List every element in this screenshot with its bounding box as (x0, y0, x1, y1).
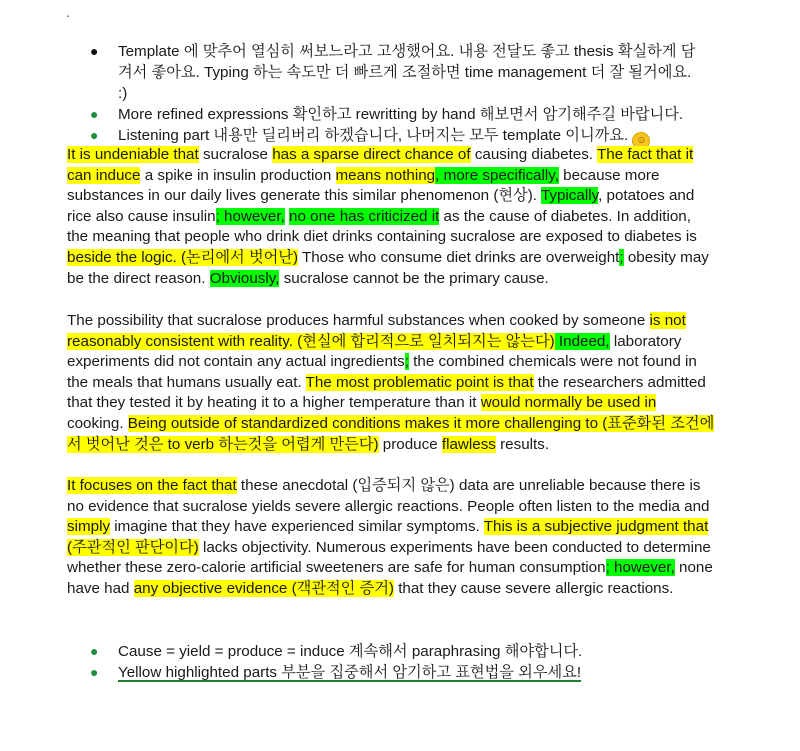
yellow-highlight: is not reasonably consistent with reality. (현실에 합리적으로 일치되지는 않는다) (67, 312, 686, 350)
text-run: The possibility that sucralose produces harmful substances when cooked by someone (67, 312, 650, 329)
text-run: sucralose cannot be the primary cause. (279, 269, 549, 287)
green-highlight: no one has criticized it (289, 207, 440, 225)
text-run: laboratory experiments did not contain any actual ingredients (67, 332, 682, 371)
green-highlight: Typically (540, 187, 599, 205)
bullet-dot: ● (90, 664, 99, 680)
list-item (0, 641, 698, 662)
text-run: lacks objectivity. Numerous experiments have been conducted to determine whether these zero-calorie artificial sweeteners are safe for human consumption (67, 538, 711, 577)
text-run: as the cause of diabetes. In addition, the meaning that people who drink diet drinks containing sucralose are exposed to diabetes is (67, 207, 697, 246)
yellow-highlight: any objective evidence (객관적인 증거) (133, 579, 394, 597)
green-highlight: Obviously, (209, 269, 280, 287)
text-run: cooking. (67, 414, 128, 432)
yellow-highlight: The fact that it can induce (67, 146, 694, 184)
text-run: a spike in insulin production (140, 166, 336, 184)
list-item-text: Template 에 맞추어 열심히 써보느라고 고생했어요. 내용 전달도 좋고 thesis 확실하게 담겨서 좋아요. Typing 하는 속도만 더 빠르게 조절하면 time management 더 잘 될거에요. :) (118, 43, 696, 102)
list-item-text: Listening part 내용만 딜리버리 하겠습니다, 나머지는 모두 template 이니까요. (118, 127, 629, 144)
text-run: results. (495, 435, 550, 453)
essay-paragraph-3 (67, 476, 715, 600)
yellow-highlight: Being outside of standardized conditions makes it more challenging to (표준화된 조건에서 벗어난 것은 to verb 하는것을 어렵게 만든다) (67, 414, 715, 453)
feedback-list-bottom (0, 641, 800, 683)
list-item-text-underlined: Yellow highlighted parts 부분을 집중해서 암기하고 표현법을 외우세요! (118, 664, 582, 681)
green-highlight: , more specifically, (435, 166, 559, 184)
text-run: the combined chemicals were not found in the meals that humans usually eat. (67, 353, 697, 391)
yellow-highlight: It is undeniable that (67, 146, 199, 163)
essay-paragraph-1 (67, 145, 715, 289)
text-run: Those who consume diet drinks are overweight (298, 248, 620, 266)
yellow-highlight: This is a subjective judgment that (주관적인 판단이다) (67, 518, 709, 556)
text-run: sucralose (198, 146, 273, 163)
green-highlight: ; (404, 353, 409, 371)
yellow-highlight: beside the logic. (논리에서 벗어난) (67, 248, 299, 266)
text-run: imagine that they have experienced similar symptoms. (110, 518, 484, 536)
text-run: that they cause severe allergic reactions. (393, 579, 674, 597)
text-run: , potatoes and rice also cause insulin (67, 187, 695, 225)
smiling-face-icon: ☺ (632, 132, 650, 150)
yellow-highlight: has a sparse direct chance of (272, 146, 471, 163)
green-highlight: ; however, (605, 559, 675, 577)
yellow-highlight: flawless (441, 435, 496, 453)
bullet-dot: ● (90, 127, 99, 143)
list-item-text: Cause = yield = produce = induce 계속해서 paraphrasing 해야합니다. (118, 643, 583, 660)
green-highlight: ; however, (215, 207, 285, 225)
yellow-highlight: would normally be used in (480, 394, 657, 412)
text-run: produce (378, 435, 442, 453)
bullet-dot: ● (90, 43, 99, 59)
text-run: obesity may be the direct reason. (67, 248, 709, 287)
text-run: the researchers admitted that they tested it by heating it to a higher temperature than it (67, 373, 706, 412)
yellow-highlight: The most problematic point is that (305, 373, 534, 391)
feedback-list-top (0, 41, 800, 150)
yellow-highlight: It focuses on the fact that (67, 477, 237, 494)
green-highlight: ; (619, 248, 624, 266)
green-highlight: Indeed, (554, 332, 610, 350)
list-item (0, 662, 698, 683)
list-item-text: More refined expressions 확인하고 rewritting by hand 해보면서 암기해주길 바랍니다. (118, 106, 684, 123)
list-item (0, 104, 698, 125)
bullet-dot: ● (90, 643, 99, 659)
stray-mark: . (66, 4, 70, 20)
text-run: these anecdotal (입증되지 않은) data are unreliable because there is no evidence that sucralose yields severe allergic reactions. People often listen to the media and (67, 477, 710, 515)
text-run: causing diabetes. (470, 146, 597, 163)
yellow-highlight: simply (67, 518, 111, 536)
bullet-dot: ● (90, 106, 99, 122)
text-run: because more substances in our daily lives generate this similar phenomenon (현상). (67, 166, 660, 205)
list-item (0, 41, 698, 104)
essay-paragraph-2 (67, 311, 715, 455)
text-run: none have had (67, 559, 713, 597)
yellow-highlight: means nothing (335, 166, 436, 184)
